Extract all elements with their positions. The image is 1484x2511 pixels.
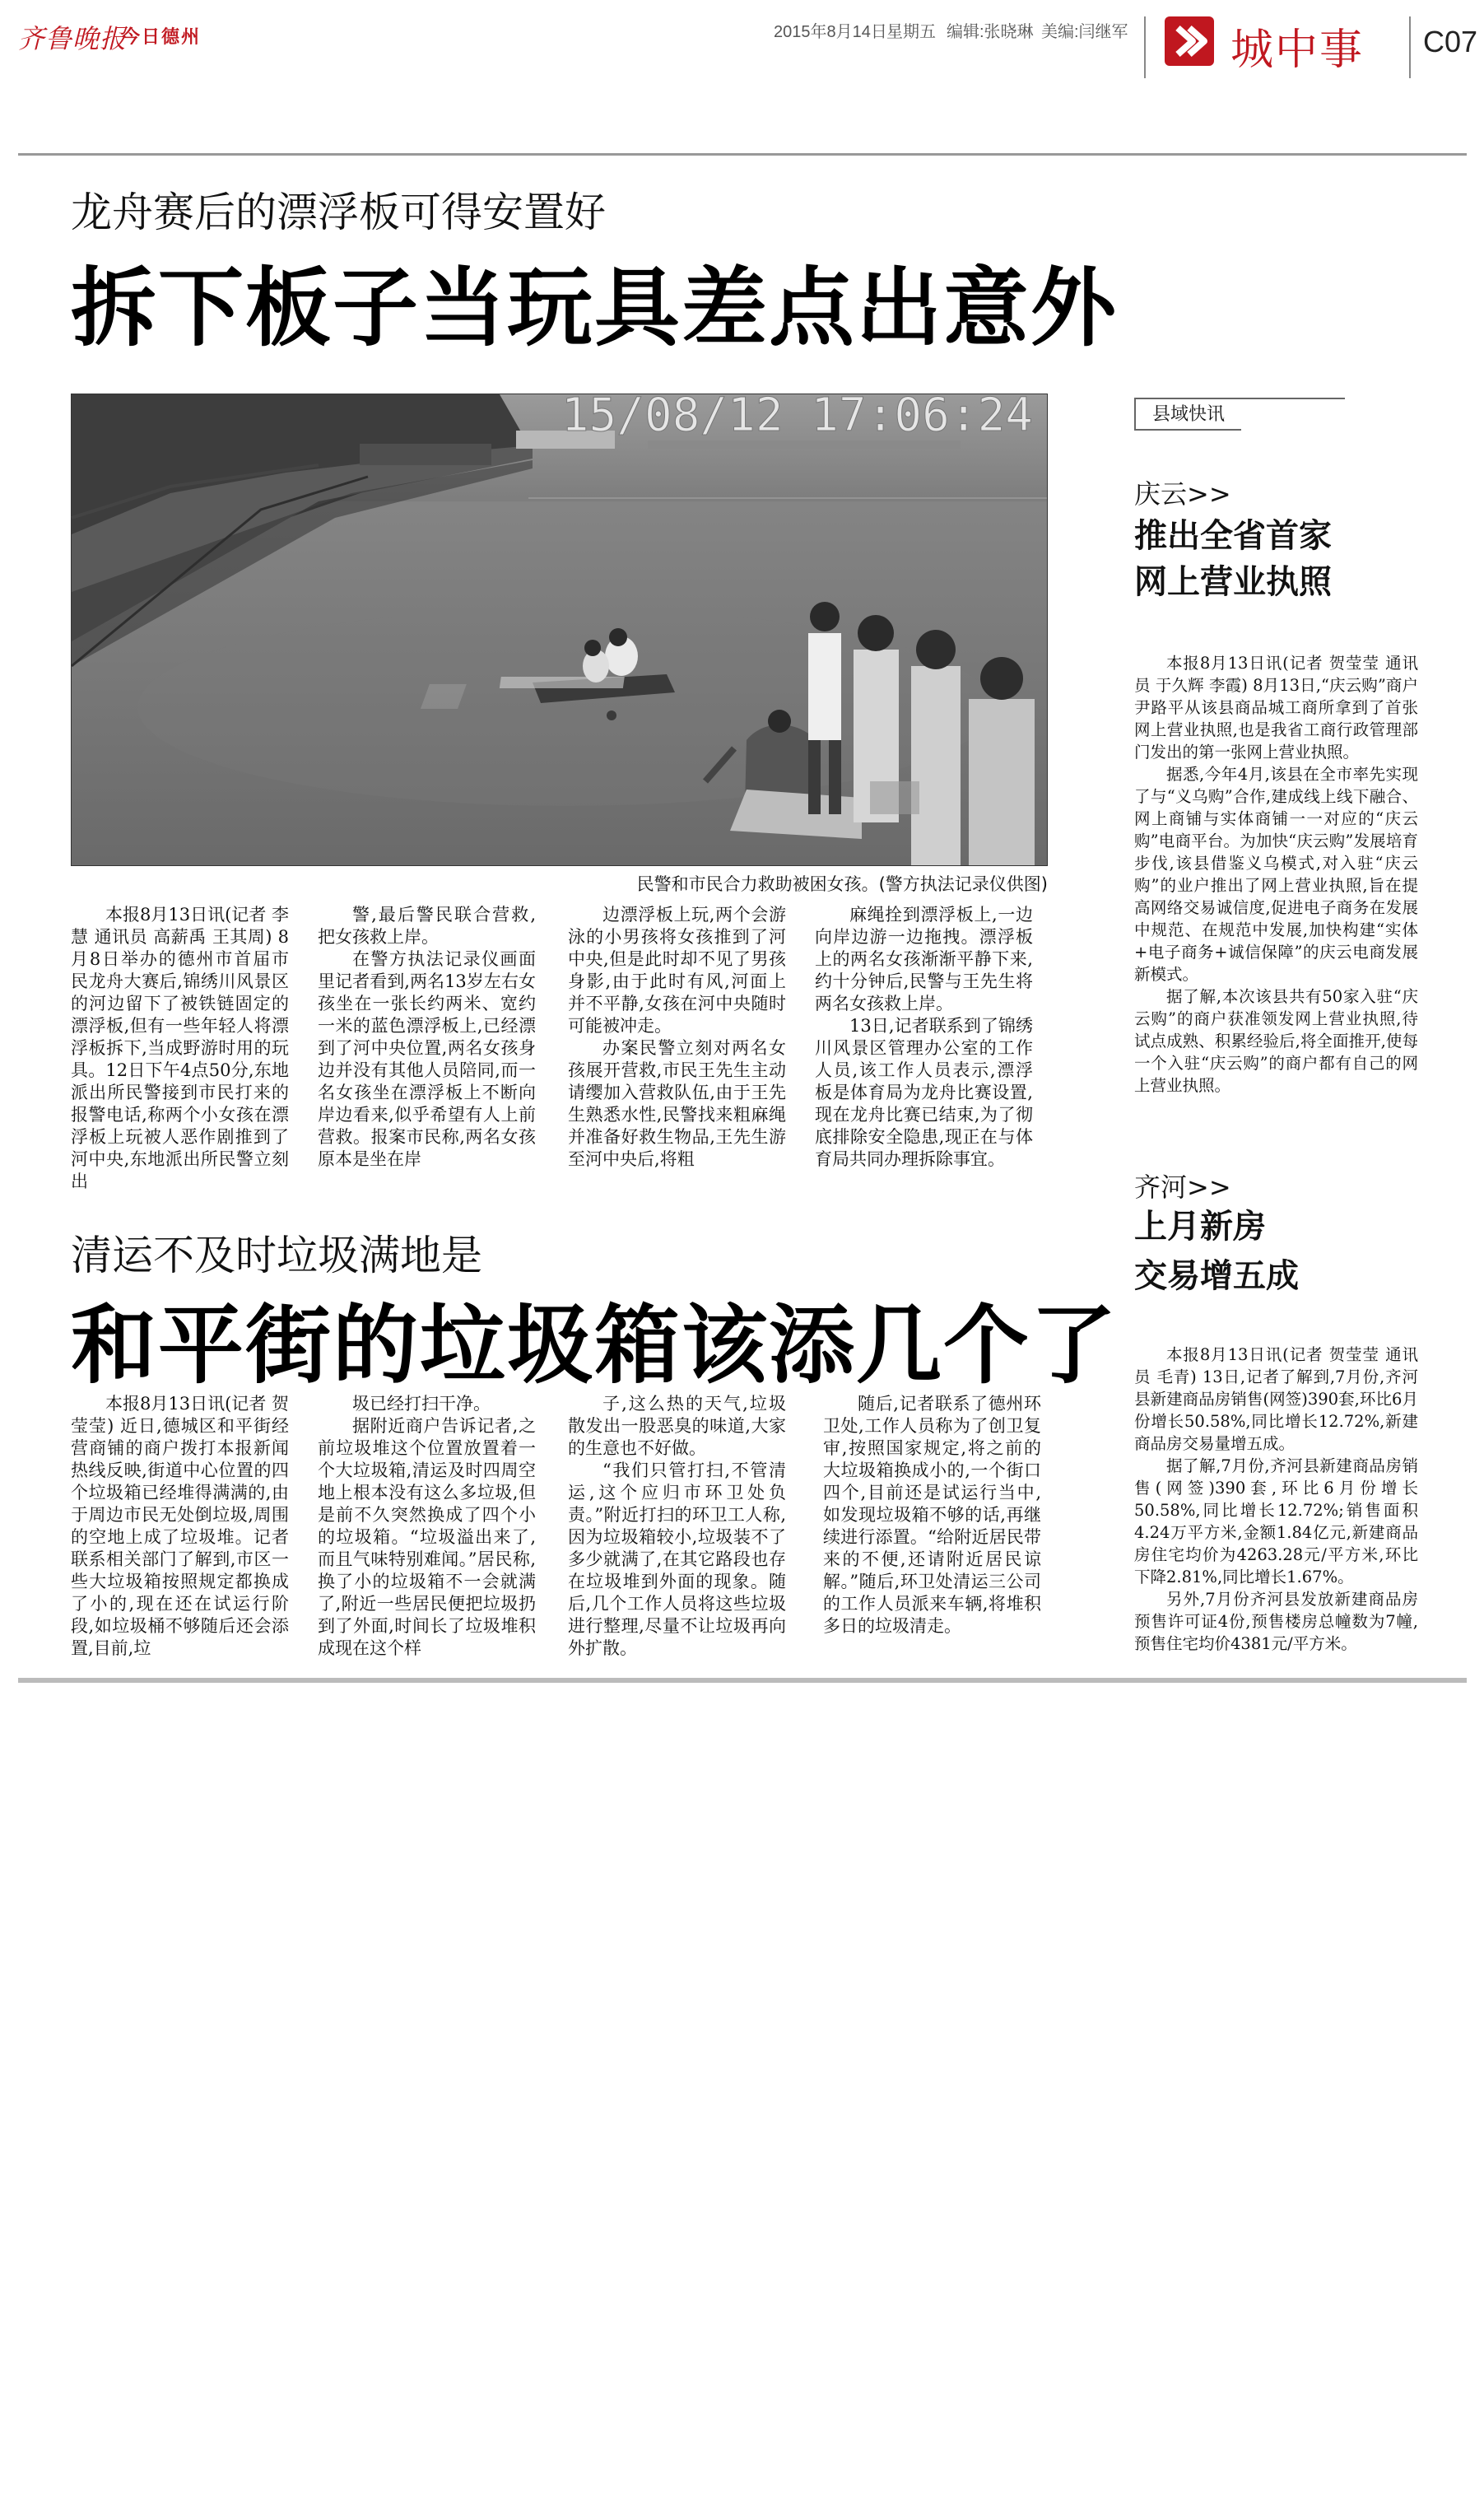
story1-paragraph: 13日,记者联系到了锦绣川风景区管理办公室的工作人员,该工作人员表示,漂浮板是体育局为龙舟比赛设置,现在龙舟比赛已结束,为了彻底排除安全隐患,现正在与体育局共同办理拆除事宜。	[815, 1016, 1033, 1169]
story1-column-3	[568, 904, 786, 1177]
story2-column-3	[568, 1393, 786, 1665]
sidebar-item-headline: 网上营业执照	[1134, 563, 1332, 601]
designer-credit: 美编:闫继军	[1041, 23, 1128, 41]
story2-paragraph: 圾已经打扫干净。	[352, 1394, 491, 1414]
story1-column-2	[318, 904, 536, 1177]
sidebar-paragraph: 据了解,7月份,齐河县新建商品房销售(网签)390套,环比6月份增长50.58%,同比增长12.72%;销售面积4.24万平方米,金额1.84亿元,新建商品房住宅均价为4263.28元/平方米,环比下降2.81%,同比增长1.67%。	[1134, 1456, 1418, 1586]
story2-headline: 和平街的垃圾箱该添几个了	[71, 1295, 1119, 1395]
story2-kicker: 清运不及时垃圾满地是	[71, 1232, 482, 1279]
story1-paragraph: 边漂浮板上玩,两个会游泳的小男孩将女孩推到了河中央,但是此时却不见了男孩身影,由于此时有风,河面上并不平静,女孩在河中央随时可能被冲走。	[568, 905, 786, 1036]
story2-paragraph: 随后,记者联系了德州环卫处,工作人员称为了创卫复审,按照国家规定,将之前的大垃圾箱换成小的,一个街口四个,目前还是试运行当中,如发现垃圾箱不够的话,再继续进行添置。“给附近居民带来的不便,还请附近居民谅解。”随后,环卫处清运三公司的工作人员派来车辆,将堆积多日的垃圾清走。	[823, 1394, 1041, 1636]
section-arrow-icon	[1165, 16, 1214, 66]
edition-name: 今日德州	[122, 27, 202, 48]
story1-column-1	[71, 904, 289, 1191]
story1-headline: 拆下板子当玩具差点出意外	[71, 258, 1119, 358]
story1-column-4	[815, 904, 1033, 1177]
photo-caption: 民警和市民合力救助被困女孩。(警方执法记录仪供图)	[636, 874, 1048, 894]
issue-date: 2015年8月14日	[774, 23, 887, 41]
story1-paragraph: 本报8月13日讯(记者 李慧 通讯员 高薪禹 王其周) 8月8日举办的德州市首届市民龙舟大赛后,锦绣川风景区的河边留下了被铁链固定的漂浮板,但有一些年轻人将漂浮板拆下,当成野游时用的玩具。12日下午4点50分,东地派出所民警接到市民打来的报警电话,称两个小女孩在漂浮板上玩被人恶作剧推到了河中央,东地派出所民警立刻出	[71, 905, 289, 1191]
sidebar-item-place: 庆云>>	[1134, 478, 1231, 510]
story2-paragraph: 子,这么热的天气,垃圾散发出一股恶臭的味道,大家的生意也不好做。	[568, 1394, 786, 1458]
story1-kicker: 龙舟赛后的漂浮板可得安置好	[71, 189, 606, 236]
sidebar-item-headline: 上月新房	[1134, 1208, 1266, 1246]
header-divider	[1144, 16, 1146, 78]
issue-weekday: 星期五	[886, 23, 936, 41]
story1-paragraph: 警,最后警民联合营救,把女孩救上岸。	[318, 905, 536, 947]
story2-column-1	[71, 1393, 289, 1665]
sidebar-item-place: 齐河>>	[1134, 1172, 1231, 1203]
newspaper-logo: 齐鲁晚报	[18, 23, 128, 54]
rescue-photo	[71, 389, 1048, 866]
editor-credit: 编辑:张晓琳	[947, 23, 1034, 41]
page-number-divider	[1409, 16, 1411, 78]
story2-column-2	[318, 1393, 536, 1665]
bottom-rule	[18, 1678, 1467, 1683]
story2-paragraph: “我们只管打扫,不管清运,这个应归市环卫处负责。”附近打扫的环卫工人称,因为垃圾箱较小,垃圾装不了多少就满了,在其它路段也存在垃圾堆到外面的现象。随后,几个工作人员将这些垃圾进行整理,尽量不让垃圾再向外扩散。	[568, 1460, 786, 1658]
sidebar-item-body	[1134, 1344, 1418, 1669]
sidebar-paragraph: 据悉,今年4月,该县在全市率先实现了与“义乌购”合作,建成线上线下融合、网上商铺与实体商铺一一对应的“庆云购”电商平台。为加快“庆云购”发展培育步伐,该县借鉴义乌模式,对入驻“庆云购”的业户推出了网上营业执照,旨在提高网络交易诚信度,促进电子商务在发展中规范、在规范中发展,加快构建“实体+电子商务+诚信保障”的庆云电商发展新模式。	[1134, 765, 1418, 984]
sidebar-paragraph: 本报8月13日讯(记者 贺莹莹 通讯员 于久辉 李霞) 8月13日,“庆云购”商户尹路平从该县商品城工商所拿到了首张网上营业执照,也是我省工商行政管理部门发出的第一张网上营业执照。	[1134, 654, 1418, 762]
story1-paragraph: 办案民警立刻对两名女孩展开营救,市民王先生主动请缨加入营救队伍,由于王先生熟悉水性,民警找来粗麻绳并准备好救生物品,王先生游至河中央后,将粗	[568, 1038, 786, 1169]
page-number: C07	[1423, 25, 1478, 58]
story1-paragraph: 麻绳拴到漂浮板上,一边向岸边游一边拖拽。漂浮板上的两名女孩渐渐平静下来,约十分钟后,民警与王先生将两名女孩救上岸。	[815, 905, 1033, 1013]
sidebar-paragraph: 另外,7月份齐河县发放新建商品房预售许可证4份,预售楼房总幢数为7幢,预售住宅均价4381元/平方米。	[1134, 1590, 1418, 1653]
sidebar-paragraph: 本报8月13日讯(记者 贺莹莹 通讯员 毛青) 13日,记者了解到,7月份,齐河县新建商品房销售(网签)390套,环比6月份增长50.58%,同比增长12.72%,新建商品房交易量增五成。	[1134, 1345, 1418, 1453]
sidebar-paragraph: 据了解,本次该县共有50家入驻“庆云购”的商户获准领发网上营业执照,待试点成熟、积累经验后,将全面推开,使每一个入驻“庆云购”的商户都有自己的网上营业执照。	[1134, 987, 1418, 1095]
sidebar-item-headline: 交易增五成	[1134, 1257, 1299, 1295]
story1-paragraph: 在警方执法记录仪画面里记者看到,两名13岁左右女孩坐在一张长约两米、宽约一米的蓝色漂浮板上,已经漂到了河中央位置,两名女孩身边并没有其他人员陪同,而一名女孩坐在漂浮板上不断向岸边看来,似乎希望有人上前营救。报案市民称,两名女孩原本是坐在岸	[318, 949, 536, 1169]
section-title: 城中事	[1230, 26, 1365, 75]
story2-paragraph: 据附近商户告诉记者,之前垃圾堆这个位置放置着一个大垃圾箱,清运及时四周空地上根本没有这么多垃圾,但是前不久突然换成了四个小的垃圾箱。“垃圾溢出来了,而且气味特别难闻。”居民称,换了小的垃圾箱不一会就满了,附近一些居民便把垃圾扔到了外面,时间长了垃圾堆积成现在这个样	[318, 1416, 536, 1658]
story2-column-4	[823, 1393, 1041, 1665]
sidebar-item-headline: 推出全省首家	[1134, 517, 1332, 555]
sidebar-tag: 县域快讯	[1134, 398, 1241, 431]
story2-paragraph: 本报8月13日讯(记者 贺莹莹) 近日,德城区和平街经营商铺的商户拨打本报新闻热线反映,街道中心位置的四个垃圾箱已经堆得满满的,由于周边市民无处倒垃圾,周围的空地上成了垃圾堆。记者联系相关部门了解到,市区一些大垃圾箱按照规定都换成了小的,现在还在试运行阶段,如垃圾桶不够随后还会添置,目前,垃	[71, 1394, 289, 1658]
header-rule	[18, 153, 1467, 156]
photo-timestamp: 15/08/12 17:06:24	[561, 389, 1033, 442]
